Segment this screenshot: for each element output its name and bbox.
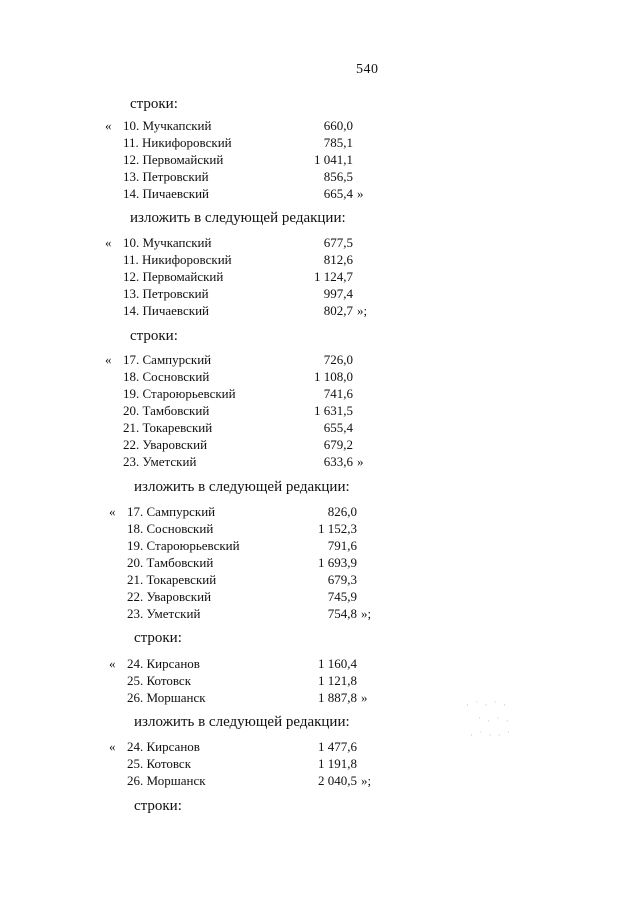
amount-value: 785,1 [323,135,353,150]
amount-value: 1 191,8 [318,756,357,771]
section-heading: изложить в следующей редакции: [134,714,350,730]
amount-value: 633,6 [323,454,353,469]
district-name: 24. Кирсанов [127,656,200,671]
amount-value: 677,5 [323,235,353,250]
amount-value: 2 040,5 [318,773,357,788]
district-name: 10. Мучкапский [123,118,212,133]
amount-value: 1 124,7 [314,269,353,284]
district-name: 12. Первомайский [123,269,224,284]
district-name: 24. Кирсанов [127,739,200,754]
district-name: 13. Петровский [123,169,209,184]
district-name: 12. Первомайский [123,152,224,167]
district-name: 21. Токаревский [123,420,213,435]
amount-value: 1 041,1 [314,152,353,167]
amount-value: 1 477,6 [318,739,357,754]
amount-value: 665,4 [323,186,353,201]
district-name: 22. Уваровский [123,437,208,452]
amount-value: 745,9 [327,589,357,604]
district-name: 25. Котовск [127,673,192,688]
amount-value: 1 160,4 [318,656,357,671]
page-number: 540 [356,62,379,77]
amount-value: 655,4 [323,420,353,435]
amount-value: 1 887,8 [318,690,357,705]
district-name: 25. Котовск [127,756,192,771]
district-name: 22. Уваровский [127,589,212,604]
amount-value: 812,6 [323,252,353,267]
amount-value: 997,4 [323,286,353,301]
section-heading: строки: [134,630,182,646]
district-name: 23. Уметский [127,606,201,621]
amount-value: 726,0 [323,352,353,367]
district-name: 17. Сампурский [123,352,212,367]
section-heading: изложить в следующей редакции: [130,210,346,226]
district-name: 18. Сосновский [127,521,214,536]
amount-value: 826,0 [327,504,357,519]
district-name: 23. Уметский [123,454,197,469]
district-name: 18. Сосновский [123,369,210,384]
amount-value: 1 152,3 [318,521,357,536]
district-name: 11. Никифоровский [123,252,232,267]
amount-value: 1 631,5 [314,403,353,418]
amount-value: 741,6 [323,386,353,401]
district-name: 14. Пичаевский [123,303,209,318]
district-name: 10. Мучкапский [123,235,212,250]
district-name: 14. Пичаевский [123,186,209,201]
section-heading: изложить в следующей редакции: [134,479,350,495]
amount-value: 679,3 [327,572,357,587]
scan-speckle: ˙ · ˙ · [478,716,511,726]
amount-value: 1 121,8 [318,673,357,688]
amount-value: 802,7 [323,303,353,318]
district-name: 17. Сампурский [127,504,216,519]
section-heading: строки: [130,96,178,112]
scan-speckle: · ˙ · ˙ · [466,700,508,710]
amount-value: 1 108,0 [314,369,353,384]
district-name: 20. Тамбовский [127,555,214,570]
amount-value: 679,2 [323,437,353,452]
amount-value: 791,6 [327,538,357,553]
district-name: 13. Петровский [123,286,209,301]
scan-speckle: · ˙ · · ˙ [470,730,512,740]
district-name: 20. Тамбовский [123,403,210,418]
amount-value: 754,8 [327,606,357,621]
district-name: 21. Токаревский [127,572,217,587]
district-name: 26. Моршанск [127,773,206,788]
amount-value: 1 693,9 [318,555,357,570]
section-heading: строки: [134,798,182,814]
district-name: 26. Моршанск [127,690,206,705]
district-name: 19. Староюрьевский [123,386,236,401]
section-heading: строки: [130,328,178,344]
amount-value: 856,5 [323,169,353,184]
district-name: 11. Никифоровский [123,135,232,150]
district-name: 19. Староюрьевский [127,538,240,553]
amount-value: 660,0 [323,118,353,133]
